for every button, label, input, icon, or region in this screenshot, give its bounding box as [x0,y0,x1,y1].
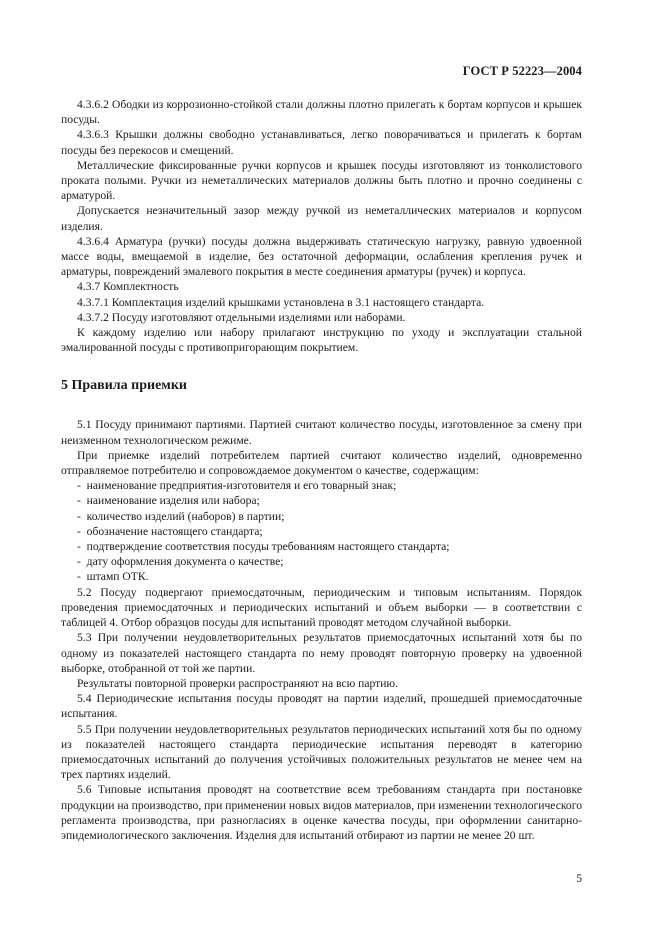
paragraph-5-2: 5.2 Посуду подвергают приемосдаточным, периодическим и типовым испытаниям. Порядок проведения приемосдаточных и периодических испытаний и объем выборки — в соответствии с таблицей 4. Отбор образцов посуды для испытаний проводят методом случайной выборки. [61,585,582,630]
list-item: - наименование изделия или набора; [61,493,582,508]
paragraph-5-6: 5.6 Типовые испытания проводят на соответствие всем требованиям стандарта при постановке продукции на производство, при применении новых видов материалов, при изменении технологического регламента производства, при разногласиях в оценке качества посуды, при оформлении санитарно-эпидемиологического заключения. Изделия для испытаний отбирают из партии не менее 20 шт. [61,783,582,842]
list-item: - обозначение настоящего стандарта; [61,524,582,539]
paragraph-5-1: 5.1 Посуду принимают партиями. Партией считают количество посуды, изготовленное за смену при неизменном технологическом режиме. [61,418,582,447]
list-item: - наименование предприятия-изготовителя и его товарный знак; [61,478,582,493]
top-text-block [61,97,582,355]
paragraph-5-4: 5.4 Периодические испытания посуды проводят на партии изделий, прошедшей приемосдаточные испытания. [61,692,582,721]
paragraph-metal-handles: Металлические фиксированные ручки корпусов и крышек посуды изготовляют из тонколистового проката полыми. Ручки из неметаллических материалов должны быть плотно и прочно соединены с арматурой. [61,158,582,203]
paragraph-instructions: К каждому изделию или набору прилагают инструкцию по уходу и эксплуатации стальной эмалированной посуды с противопригорающим покрытием. [61,326,582,355]
paragraph-gap-allowed: Допускается незначительный зазор между ручкой из неметаллических материалов и корпусом изделия. [61,204,582,233]
paragraph-4-3-7-2: 4.3.7.2 Посуду изготовляют отдельными изделиями или наборами. [77,310,406,324]
paragraph-4-3-6-2: 4.3.6.2 Ободки из коррозионно-стойкой стали должны плотно прилегать к бортам корпусов и крышек посуды. [61,98,582,127]
list-item: - штамп ОТК. [61,569,582,584]
paragraph-4-3-7: 4.3.7 Комплектность [77,280,179,294]
paragraph-5-3: 5.3 При получении неудовлетворительных результатов приемосдаточных испытаний хотя бы по одному из показателей настоящего стандарта по нему проводят повторную проверку на удвоенной выборке, отобранной от той же партии. [61,631,582,675]
paragraph-5-5: 5.5 При получении неудовлетворительных результатов периодических испытаний хотя бы по одному из показателей настоящего стандарта периодические испытания переводят в категорию приемосдаточных испытаний до получения устойчивых положительных результатов не менее чем на трех партиях изделий. [61,722,582,782]
paragraph-4-3-6-4: 4.3.6.4 Арматура (ручки) посуды должна выдерживать статическую нагрузку, равную удвоенной массе воды, вмещаемой в изделие, без остаточной деформации, ослабления крепления ручек и арматуры, повреждений эмалевого покрытия в месте соединения арматуры (ручек) и корпуса. [61,234,582,279]
list-item: - дату оформления документа о качестве; [61,554,582,569]
paragraph-4-3-7-1: 4.3.7.1 Комплектация изделий крышками установлена в 3.1 настоящего стандарта. [77,295,485,309]
paragraph-acceptance-by-consumer: При приемке изделий потребителем партией считают количество изделий, одновременно отправляемое потребителю и сопровождаемое документом о качестве, содержащим: [61,448,582,478]
page-number: 5 [576,872,582,885]
paragraph-4-3-6-3: 4.3.6.3 Крышки должны свободно устанавливаться, легко поворачиваться и прилегать к бортам посуды без перекосов и смещений. [61,128,582,157]
paragraph-repeat-results: Результаты повторной проверки распространяют на всю партию. [77,676,398,690]
section-text-block [61,417,582,843]
list-item: - подтверждение соответствия посуды требованиям настоящего стандарта; [61,539,582,554]
list-item: - количество изделий (наборов) в партии; [61,509,582,524]
document-header: ГОСТ Р 52223—2004 [462,64,582,78]
quality-document-list [61,478,582,584]
section-title: 5 Правила приемки [61,378,187,394]
